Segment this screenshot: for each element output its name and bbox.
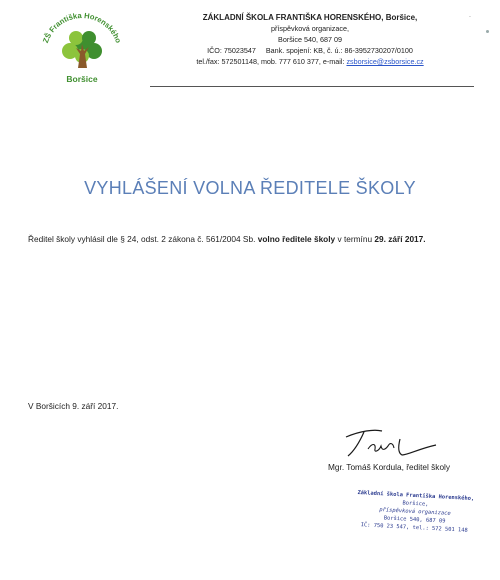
announcement-part-1: Ředitel školy vyhlásil dle § 24, odst. 2 zákona č. 561/2004 Sb. bbox=[28, 234, 256, 244]
logo-arc-text: ZŠ Františka Horenského bbox=[40, 10, 124, 45]
bank-details: Bank. spojení: KB, č. ú.: 86-3952730207/0100 bbox=[265, 46, 413, 55]
school-name: ZÁKLADNÍ ŠKOLA FRANTIŠKA HORENSKÉHO, Boršice, bbox=[202, 13, 418, 22]
letterhead bbox=[160, 12, 460, 67]
email-link[interactable]: zsborsice@zsborsice.cz bbox=[346, 57, 424, 66]
school-address: Boršice 540, 687 09 bbox=[278, 35, 342, 44]
phone-numbers: tel./fax: 572501148, mob. 777 610 377, e-mail: bbox=[196, 57, 345, 66]
stamp-line-5: IČ: 750 23 547, tel.: 572 501 148 bbox=[360, 522, 468, 534]
logo-town: Boršice bbox=[66, 74, 98, 84]
document-title: VYHLÁŠENÍ VOLNA ŘEDITELE ŠKOLY bbox=[84, 178, 416, 198]
margin-dot bbox=[486, 30, 489, 33]
corner-mark: . bbox=[469, 12, 471, 19]
stamp-line-1: Základní škola Františka Horenského, bbox=[357, 489, 475, 503]
place-and-date: V Boršicích 9. září 2017. bbox=[28, 401, 119, 411]
contact-line bbox=[160, 56, 460, 67]
stamp-line-4: Boršice 540, 687 09 bbox=[383, 515, 446, 525]
official-stamp bbox=[349, 489, 481, 536]
handwritten-signature bbox=[338, 425, 442, 461]
org-type: příspěvková organizace, bbox=[271, 24, 349, 33]
announcement-part-2: v termínu bbox=[337, 234, 373, 244]
announcement-text bbox=[28, 234, 488, 244]
announcement-bold-1: volno ředitele školy bbox=[257, 234, 336, 244]
stamp-line-2: Boršice, bbox=[402, 500, 429, 508]
registration-line bbox=[160, 45, 460, 56]
school-logo bbox=[30, 6, 130, 88]
ico-number: IČO: 75023547 bbox=[207, 46, 256, 55]
stamp-line-3: příspěvková organizace bbox=[379, 507, 451, 517]
announcement-bold-2: 29. září 2017. bbox=[374, 234, 426, 244]
header-divider bbox=[150, 86, 474, 87]
signer-name: Mgr. Tomáš Kordula, ředitel školy bbox=[328, 462, 451, 472]
